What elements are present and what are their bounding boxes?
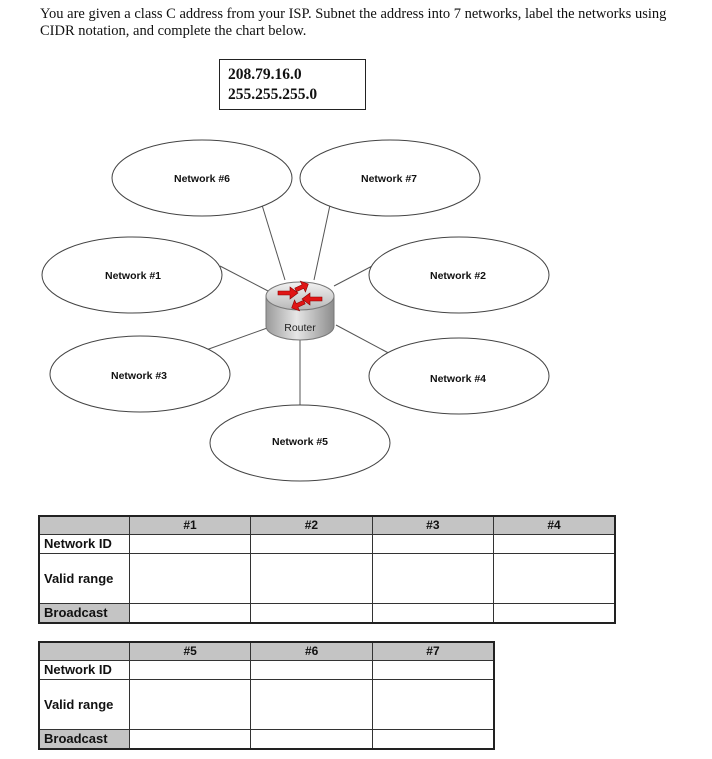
row-label-valid-range: Valid range — [39, 679, 129, 729]
answer-cell[interactable] — [129, 553, 250, 603]
table-row — [39, 729, 494, 749]
answer-cell[interactable] — [494, 553, 615, 603]
instructions-text: You are given a class C address from your ISP. Subnet the address into 7 networks, label the networks using CIDR notation, and complete the chart below. — [40, 6, 667, 39]
answer-cell[interactable] — [251, 534, 372, 553]
column-header: #2 — [251, 516, 372, 534]
link-network-4 — [336, 325, 396, 357]
answer-cell[interactable] — [251, 603, 372, 623]
network-1-label: Network #1 — [104, 270, 162, 282]
table-header-row — [39, 642, 494, 660]
column-header: #3 — [372, 516, 493, 534]
table-corner — [39, 642, 129, 660]
subnet-table-2 — [38, 641, 495, 750]
answer-cell[interactable] — [251, 679, 373, 729]
answer-cell[interactable] — [372, 603, 493, 623]
answer-cell[interactable] — [372, 729, 494, 749]
answer-cell[interactable] — [251, 729, 373, 749]
network-3-label: Network #3 — [110, 370, 168, 382]
table-row — [39, 679, 494, 729]
answer-cell[interactable] — [129, 660, 251, 679]
table-corner — [39, 516, 129, 534]
answer-cell[interactable] — [372, 553, 493, 603]
row-label-network-id: Network ID — [39, 660, 129, 679]
answer-cell[interactable] — [494, 603, 615, 623]
row-label-network-id: Network ID — [39, 534, 129, 553]
table-row — [39, 603, 615, 623]
table-row — [39, 534, 615, 553]
link-network-1 — [220, 266, 270, 292]
table-row — [39, 660, 494, 679]
answer-cell[interactable] — [129, 679, 251, 729]
row-label-broadcast: Broadcast — [39, 603, 129, 623]
column-header: #4 — [494, 516, 615, 534]
answer-cell[interactable] — [372, 534, 493, 553]
network-6-label: Network #6 — [173, 173, 231, 185]
answer-cell[interactable] — [251, 553, 372, 603]
subnet-table-1 — [38, 515, 616, 624]
answer-cell[interactable] — [129, 603, 250, 623]
table-header-row — [39, 516, 615, 534]
column-header: #5 — [129, 642, 251, 660]
row-label-valid-range: Valid range — [39, 553, 129, 603]
network-4-label: Network #4 — [429, 373, 487, 385]
answer-cell[interactable] — [129, 729, 251, 749]
table-row — [39, 553, 615, 603]
answer-cell[interactable] — [129, 534, 250, 553]
subnet-mask: 255.255.255.0 — [228, 86, 318, 103]
link-network-6 — [262, 205, 285, 280]
row-label-broadcast: Broadcast — [39, 729, 129, 749]
network-7-label: Network #7 — [360, 173, 418, 185]
link-network-3 — [206, 327, 270, 350]
link-network-7 — [314, 205, 330, 280]
ip-address: 208.79.16.0 — [228, 66, 302, 83]
network-5-label: Network #5 — [271, 436, 329, 448]
answer-cell[interactable] — [251, 660, 373, 679]
column-header: #7 — [372, 642, 494, 660]
column-header: #1 — [129, 516, 250, 534]
router-label: Router — [284, 322, 316, 334]
answer-cell[interactable] — [494, 534, 615, 553]
network-2-label: Network #2 — [429, 270, 487, 282]
answer-cell[interactable] — [372, 679, 494, 729]
column-header: #6 — [251, 642, 373, 660]
answer-cell[interactable] — [372, 660, 494, 679]
